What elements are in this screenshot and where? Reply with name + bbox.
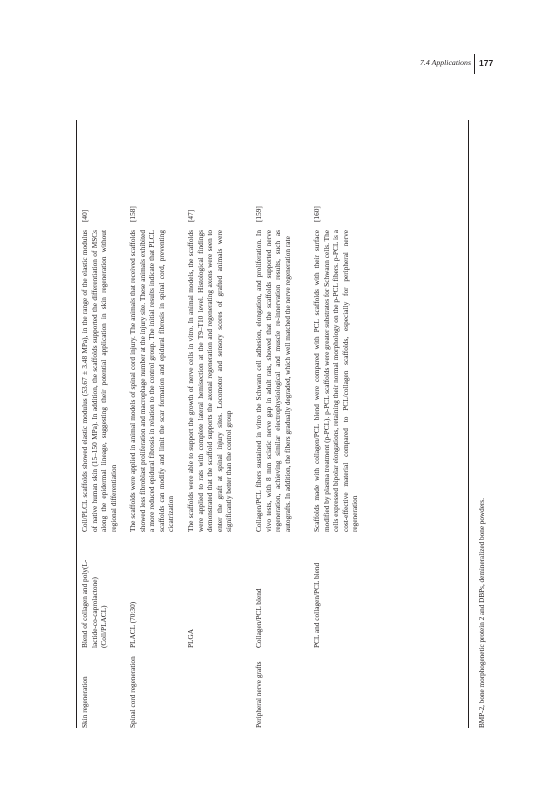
row-reference: [160] [312,206,321,222]
row-application: Peripheral nerve grafts [254,661,263,728]
table [68,120,518,728]
row-material: PLGA [186,628,195,648]
row-application: Skin regeneration [80,676,89,728]
page-number: 177 [479,58,494,68]
header-divider [474,54,475,74]
row-reference: [158] [128,206,137,222]
row-findings: Collagen/PCL fibers sustained in vitro the Schwann cell adhesion, elongation, and proliferation. In vivo tests, with 8 mm sciatic nerve gap in adult rats, showed that the scaffolds supported nerve regeneration, achieving similar electrophysiological and muscle re-innervation results, such as autografts. In addition, the fibers gradually degraded, which well matched the nerve regeneration rate [254,230,292,532]
row-application: Spinal cord regeneration [128,656,137,728]
rotated-table-area [68,120,518,728]
row-reference: [47] [186,209,195,222]
row-reference: [40] [80,209,89,222]
row-material: Blend of collagen and poly(L-lactide-co-caprolactone) (Coll/PLACL) [80,559,109,648]
row-reference: [159] [254,206,263,222]
table-footnote: BMP-2, bone morphogenetic protein 2 and DBPs, demineralized bone powders. [478,498,486,728]
row-findings: The scaffolds were able to support the growth of nerve cells in vitro. In animal models, the scaffolds were applied to rats with complete lateral hemisection at the T9–T10 level. Histological findings demonstrated that the scaffold supports the axonal regeneration and regenerating axons were seen to enter the graft at spinal injury sites. Locomotor and sensory scores of grafted animals were significantly better than the control group [186,230,234,532]
row-material: PLACL (70:30) [128,601,137,648]
table-top-rule [76,120,77,728]
section-title: 7.4 Applications [420,58,471,67]
row-findings: The scaffolds were applied in animal models of spinal cord injury. The animals that received scaffolds showed less fibroblast proliferation and macrophage number at the injury site. These animals exhibited a more reduced epidural fibrosis in relation to the control group. The initial results indicate that PLCL scaffolds can modify and limit the scar formation and epidural fibrosis in spinal cord, preventing cicatrization [128,230,176,532]
row-findings: Scaffolds made with collagen/PCL blend were compared with PCL scaffolds with their surface modified by plasma treatment (p-PCL). p-PCL scaffolds were greater substrates for Schwann cells. The cells expressed bipolar elongations, retaining their normal morphology on the p-PCL fibers. p-PCL is a cost-effective material compared to PCL/collagen scaffolds, especially for peripheral nerve regeneration [312,230,360,532]
row-material: PCL and collagen/PCL blend [312,562,321,648]
table-bottom-rule [468,120,469,728]
row-material: Collagen/PCL blend [254,588,263,648]
row-findings: Coll/PLCL scaffolds showed elastic modulus (53.67 ± 3.48 MPa), in the range of the elastic modulus of native human skin (15–150 MPa). In addition, the scaffolds supported the differentiation of MSCs along the epidermal lineage, suggesting their potential application in skin regeneration without regional differentiation [80,230,118,532]
